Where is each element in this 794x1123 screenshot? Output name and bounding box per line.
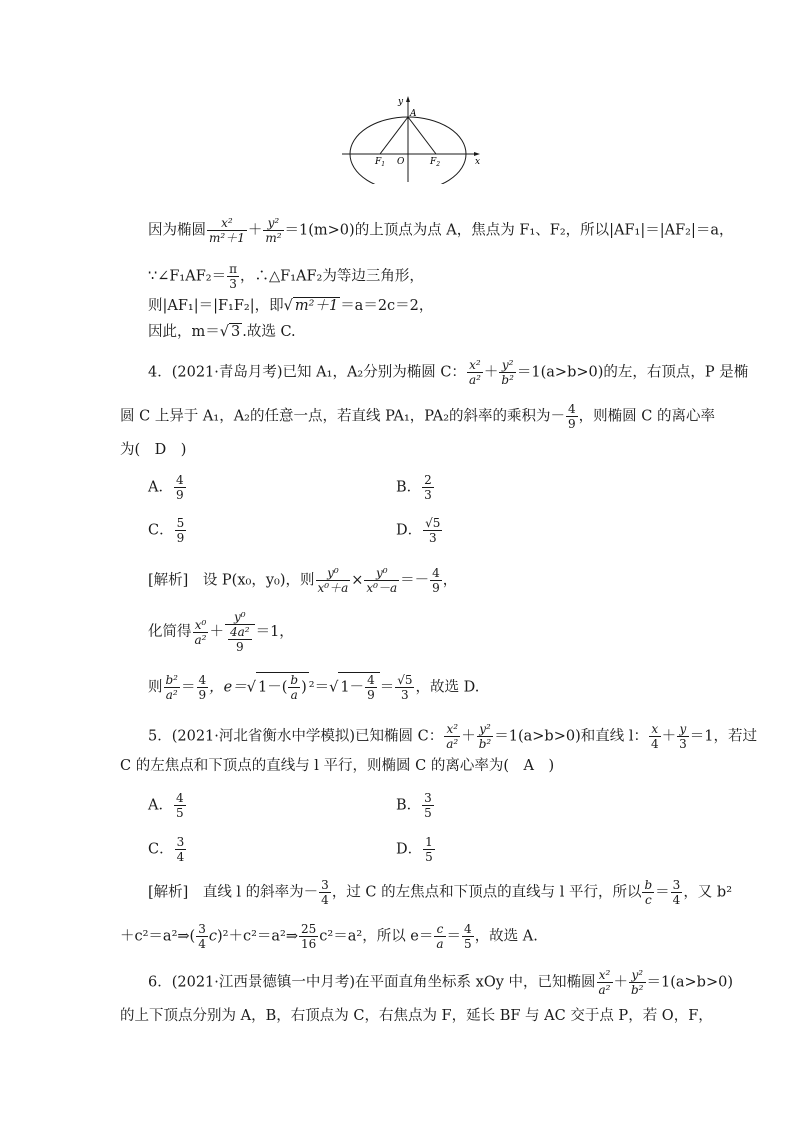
q4-line1: 4．(2021·青岛月考)已知 A₁，A₂分别为椭圆 C： $\frac{\text{x²}}{\text{a²}}$ ＋ $\frac{\text{y²}}{\text{b²}}$ ＝1(a>b>0)的左，右顶点，P 是椭: [148, 358, 749, 387]
q5-option-b: B． $\frac{3}{5}$: [396, 791, 432, 820]
q5-option-d: D． $\frac{1}{5}$: [396, 835, 433, 864]
sol5-line1: [解析] 直线 l 的斜率为－ $\frac{3}{4}$ ，过 C 的左焦点和下顶点的直线与 l 平行，所以 $\frac{b}{c}$ ＝ $\frac{3}{4}$ ，又 b²: [148, 878, 733, 907]
sol4-line2: 化简得 $\frac{\text{x⁰}}{\text{a²}}$ ＋ $\frac{\text{y⁰}}{\frac{\text{4a²}}{9}}$ ＝1，: [148, 610, 294, 654]
q5-option-a: A． $\frac{4}{5}$: [148, 791, 184, 820]
sol3-line2: ∵∠F₁AF₂＝ $\frac{\pi}{3}$ ，∴△F₁AF₂为等边三角形，: [148, 262, 424, 291]
q4-line2: 圆 C 上异于 A₁，A₂的任意一点，若直线 PA₁，PA₂的斜率的乘积为－ $\frac{4}{9}$ ，则椭圆 C 的离心率: [120, 402, 715, 431]
segment-af1: [380, 117, 408, 154]
q5-line2: C 的左焦点和下顶点的直线与 l 平行，则椭圆 C 的离心率为( A ): [120, 758, 555, 774]
label-f2: $F_2$: [430, 157, 441, 168]
q4-option-d: D． $\frac{√5}{3}$: [396, 516, 441, 545]
label-o: O: [397, 157, 405, 167]
q4-line3: 为( D ): [120, 442, 187, 458]
segment-af2: [408, 117, 436, 154]
label-f1: $F_1$: [375, 157, 386, 168]
sol4-line1: [解析] 设 P(x₀，y₀)，则 $\frac{\text{y⁰}}{\text{x⁰＋a}}$ × $\frac{\text{y⁰}}{\text{x⁰－a}}$ ＝－ $\frac{4}{9}$ ，: [148, 566, 458, 595]
label-a: A: [410, 109, 417, 119]
q5-option-c: C． $\frac{3}{4}$: [148, 835, 185, 864]
label-y: y: [398, 97, 404, 107]
y-axis-arrow: [406, 96, 410, 102]
sol3-line3: 则|AF₁|＝|F₁F₂|，即√ m²＋1 ＝a＝2c＝2，: [148, 298, 434, 314]
label-x: x: [475, 157, 481, 167]
q6-line2: 的上下顶点分别为 A，B，右顶点为 C，右焦点为 F，延长 BF 与 AC 交于点 P，若 O，F，: [120, 1008, 713, 1024]
q4-option-b: B． $\frac{2}{3}$: [396, 473, 432, 502]
q4-option-c: C． $\frac{5}{9}$: [148, 516, 185, 545]
q5-line1: 5．(2021·河北省衡水中学模拟)已知椭圆 C： $\frac{\text{x²}}{\text{a²}}$ ＋ $\frac{\text{y²}}{\text{b²}}$ ＝1(a>b>0)和直线 l： $\frac{x}{4}$ ＋ $\frac{y}{3}$ ＝1，若过: [148, 722, 757, 751]
q4-option-a: A． $\frac{4}{9}$: [148, 473, 184, 502]
ellipse-figure: [340, 92, 490, 184]
q6-line1: 6．(2021·江西景德镇一中月考)在平面直角坐标系 xOy 中，已知椭圆 $\frac{\text{x²}}{\text{a²}}$ ＋ $\frac{\text{y²}}{\text{b²}}$ ＝1(a>b>0): [148, 968, 733, 997]
x-axis-arrow: [474, 152, 480, 156]
sol3-line1: 因为椭圆 $\frac{\text{x²}}{\text{m²＋1}}$ ＋ $\frac{\text{y²}}{\text{m²}}$ ＝1(m>0)的上顶点为点 A，焦点为 F₁、F₂，所以|AF₁|＝|AF₂|＝a，: [148, 216, 734, 245]
sol4-line3: 则 $\frac{\text{b²}}{\text{a²}}$ ＝ $\frac{4}{9}$ ，e＝√ 1－( $\frac{b}{a}$ ) ²＝√ 1－ $\frac{4}{9}$ ＝ $\frac{√5}{3}$ ，故选 D.: [148, 673, 480, 702]
sol3-line4: 因此，m＝√ 3 .故选 C.: [148, 324, 296, 340]
sol5-line2: ＋c²＝a²⇒( $\frac{3}{4}$ c)²＋c²＝a²⇒ $\frac{25}{16}$ c²＝a²，所以 e＝ $\frac{c}{a}$ ＝ $\frac{4}{5}$ ，故选 A.: [120, 922, 538, 951]
